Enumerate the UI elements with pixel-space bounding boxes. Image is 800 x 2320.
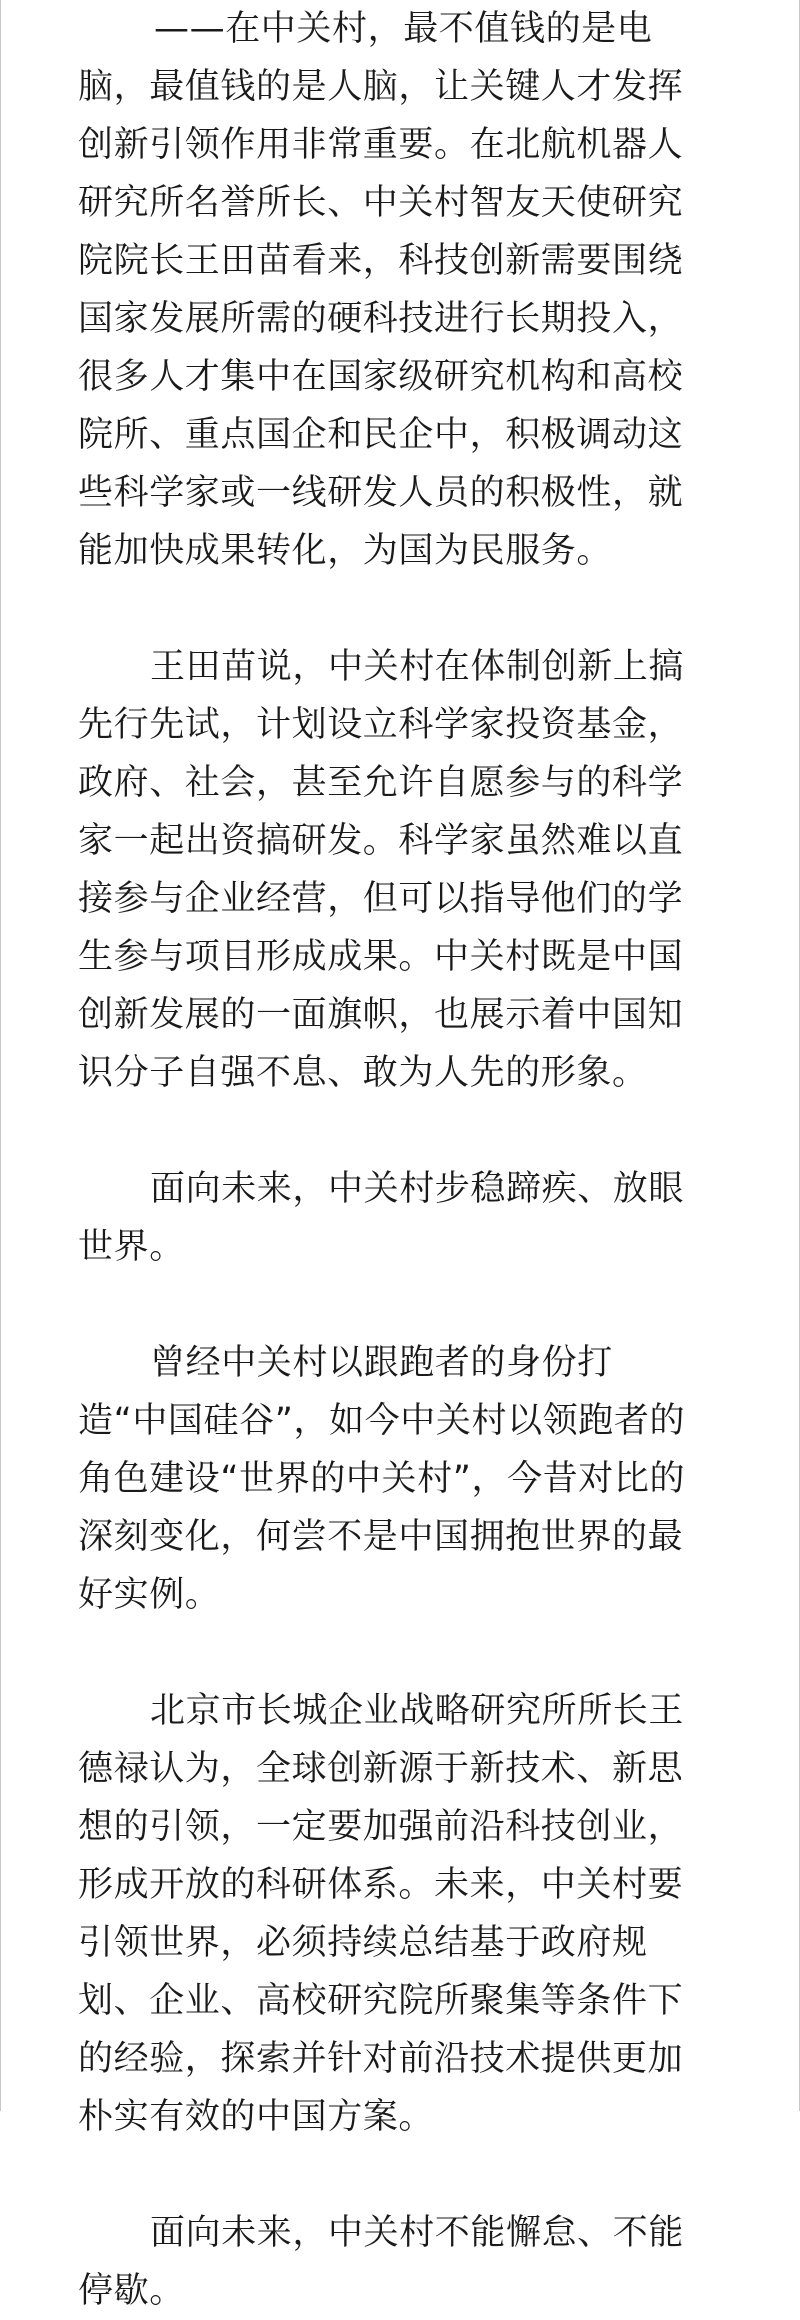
paragraph-2: 王田苗说，中关村在体制创新上搞先行先试，计划设立科学家投资基金，政府、社会，甚至允许自愿参与的科学家一起出资搞研发。科学家虽然难以直接参与企业经营，但可以指导他们的学生参与项目形成成果。中关村既是中国创新发展的一面旗帜，也展示着中国知识分子自强不息、敢为人先的形象。 xyxy=(78,647,685,1093)
article-body xyxy=(78,0,693,2320)
paragraph-1: ——在中关村，最不值钱的是电脑，最值钱的是人脑，让关键人才发挥创新引领作用非常重要。在北航机器人研究所名誉所长、中关村智友天使研究院院长王田苗看来，科技创新需要围绕国家发展所需的硬科技进行长期投入，很多人才集中在国家级研究机构和高校院所、重点国企和民企中，积极调动这些科学家或一线研发人员的积极性，就能加快成果转化，为国为民服务。 xyxy=(78,9,684,571)
paragraph-5: 北京市长城企业战略研究所所长王德禄认为，全球创新源于新技术、新思想的引领，一定要加强前沿科技创业，形成开放的科研体系。未来，中关村要引领世界，必须持续总结基于政府规划、企业、高校研究院所聚集等条件下的经验，探索并针对前沿技术提供更加朴实有效的中国方案。 xyxy=(78,1691,685,2137)
paragraph-4: 曾经中关村以跟跑者的身份打造“中国硅谷”，如今中关村以领跑者的角色建设“世界的中关村”，今昔对比的深刻变化，何尝不是中国拥抱世界的最好实例。 xyxy=(78,1343,686,1615)
paragraph-3: 面向未来，中关村步稳蹄疾、放眼世界。 xyxy=(78,1169,685,1267)
paragraph-6: 面向未来，中关村不能懈怠、不能停歇。 xyxy=(78,2213,685,2311)
